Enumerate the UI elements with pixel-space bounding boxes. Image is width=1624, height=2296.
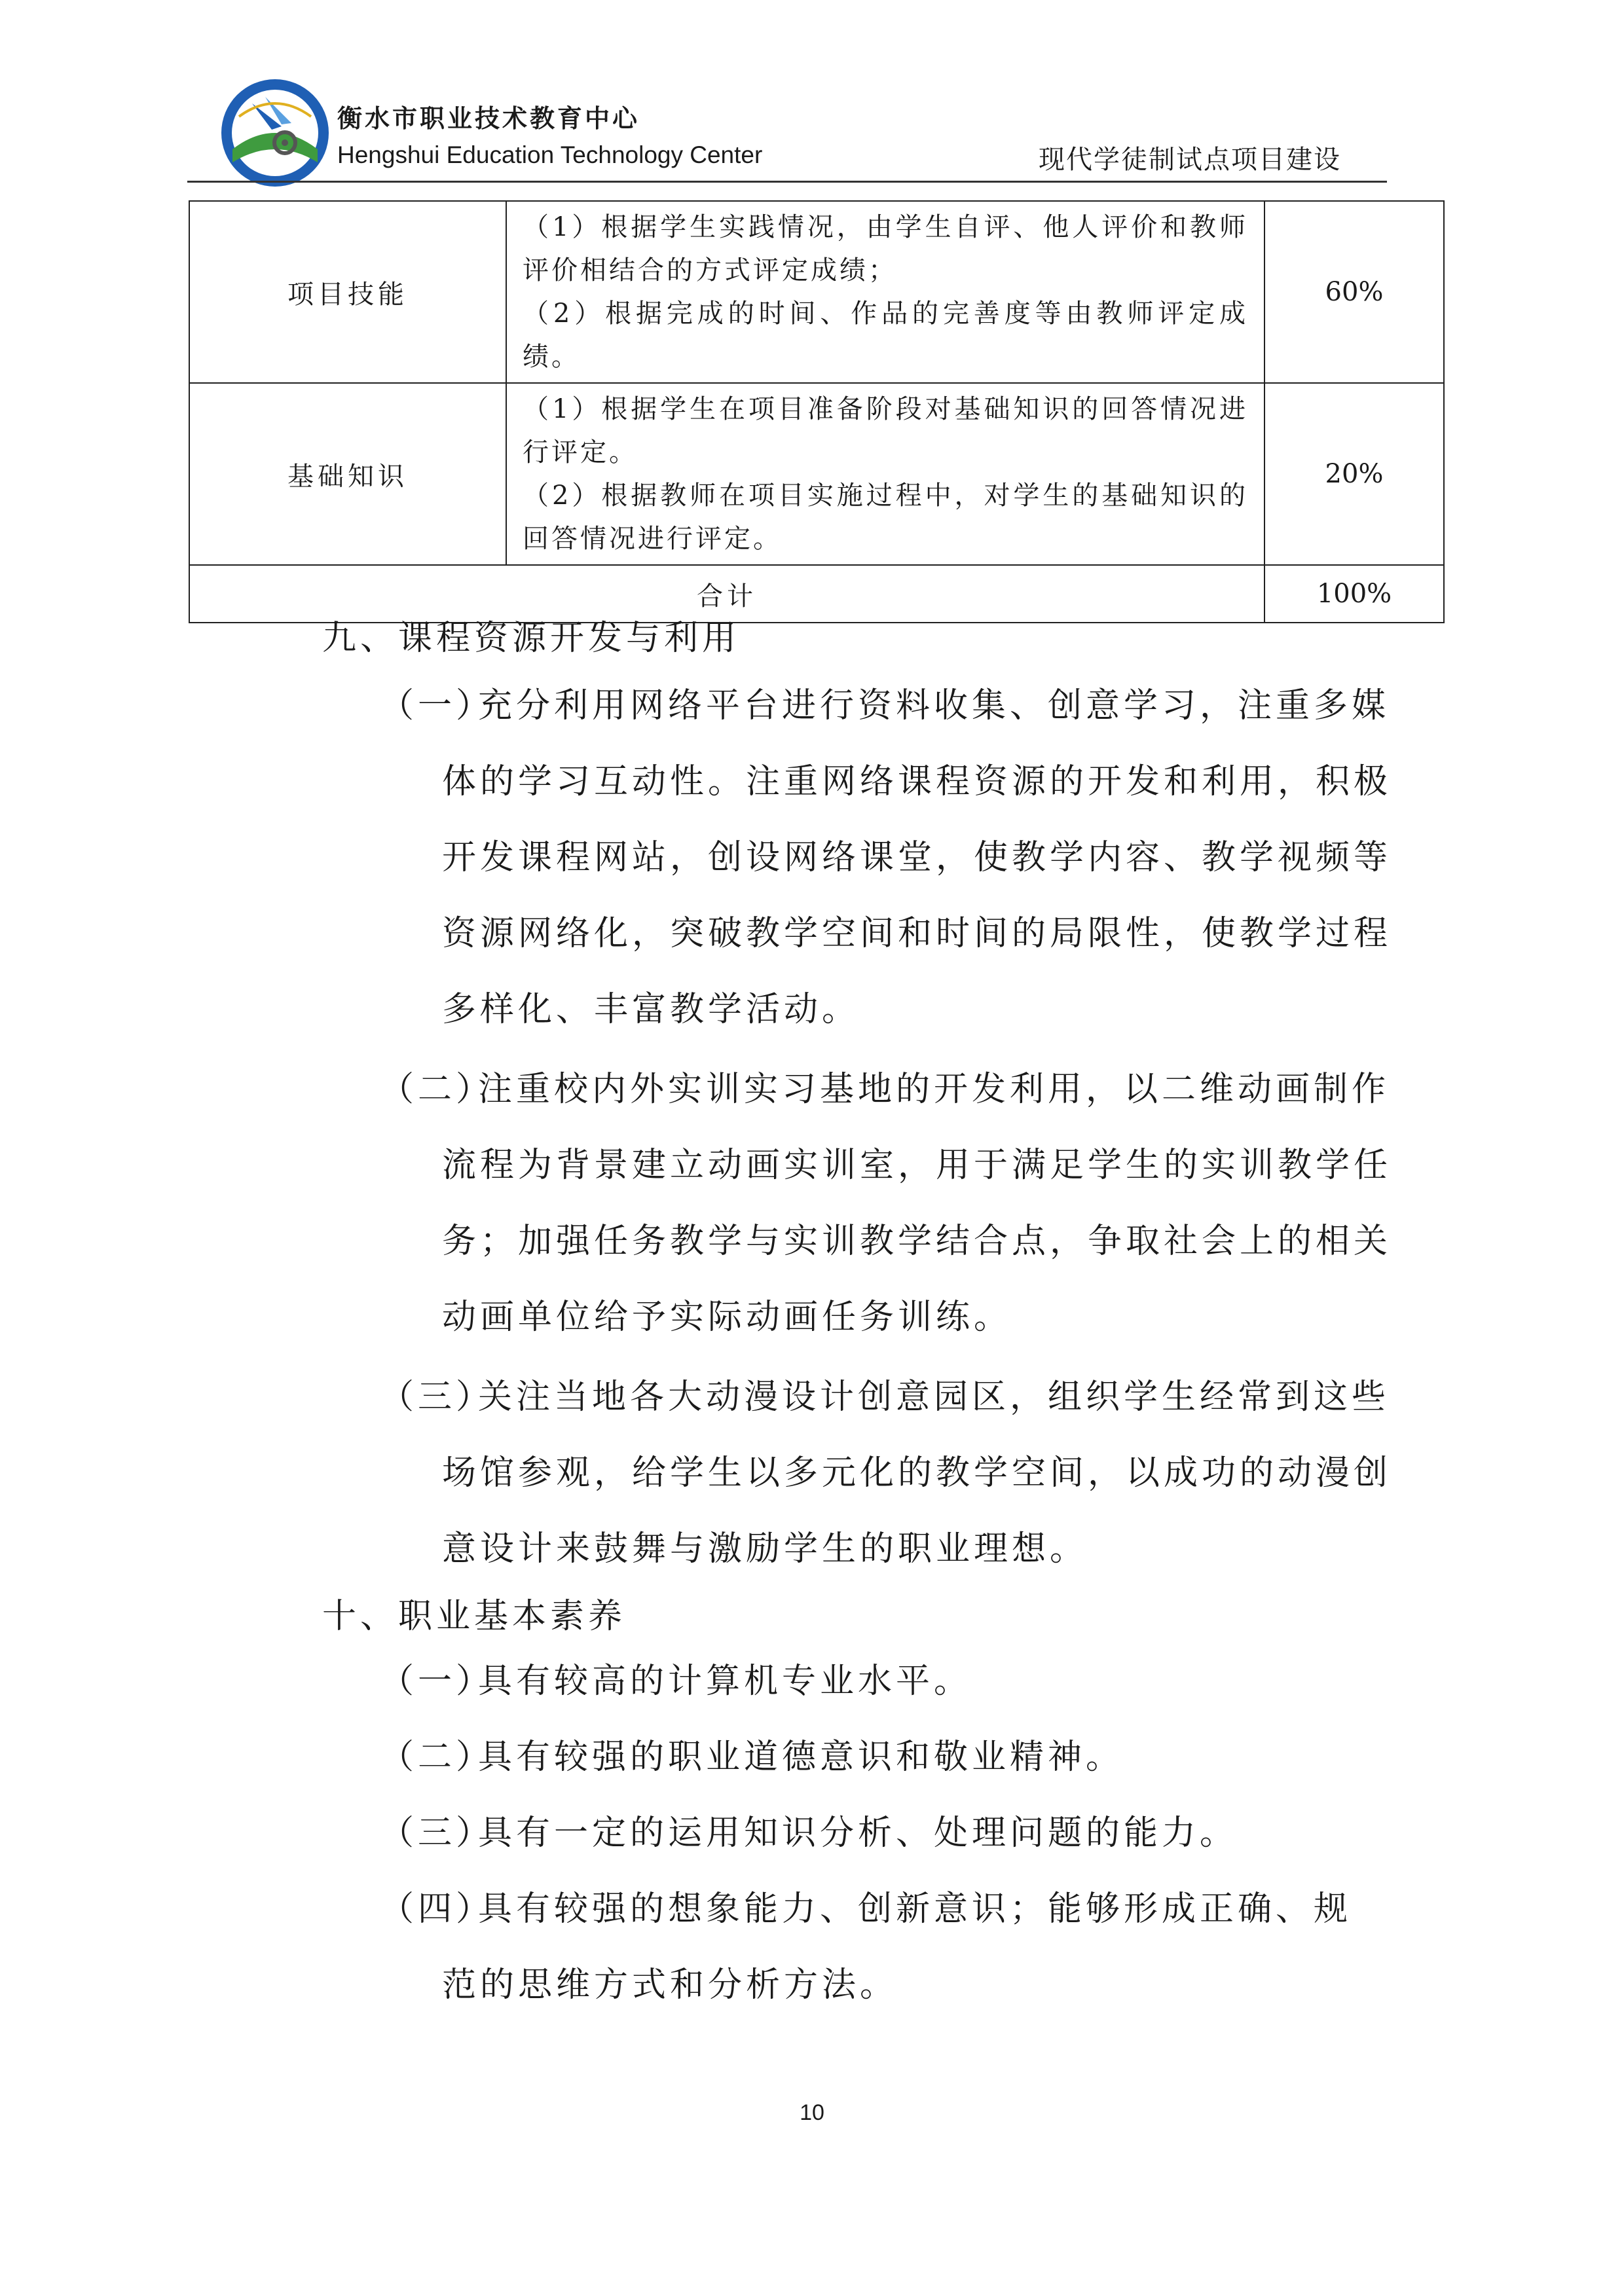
paragraph-line: 意设计来鼓舞与激励学生的职业理想。: [442, 1529, 1088, 1569]
list-item: [380, 1795, 1392, 1871]
list-item: [380, 1643, 1392, 1719]
paragraph-line: 务；加强任务教学与实训教学结合点，争取社会上的相关: [442, 1222, 1392, 1261]
assessment-weight: 60%: [1264, 201, 1444, 383]
assessment-item: 项目技能: [189, 201, 506, 383]
table-row: [189, 201, 1444, 383]
list-item: [380, 1719, 1392, 1795]
paragraph-line: 多样化、丰富教学活动。: [442, 990, 860, 1029]
list-item: [380, 1871, 1392, 2023]
assessment-criteria: [506, 383, 1264, 565]
paragraph-line: 范的思维方式和分析方法。: [442, 1965, 898, 2005]
section-heading: 十、职业基本素养: [322, 1597, 627, 1636]
paragraph-line: 开发课程网站，创设网络课堂，使教学内容、教学视频等: [442, 838, 1392, 877]
paragraph-line: 资源网络化，突破教学空间和时间的局限性，使教学过程: [442, 914, 1392, 953]
criteria-line: （2）根据教师在项目实施过程中，对学生的基础知识的回答情况进行评定。: [523, 481, 1248, 554]
list-item: [380, 1359, 1392, 1587]
evaluation-table: [189, 200, 1445, 623]
document-title: 现代学徒制试点项目建设: [1039, 145, 1341, 175]
total-label: 合计: [189, 565, 1264, 623]
organization-name-cn: 衡水市职业技术教育中心: [337, 104, 640, 133]
paragraph-line: 体的学习互动性。注重网络课程资源的开发和利用，积极: [442, 762, 1392, 801]
criteria-line: （2）根据完成的时间、作品的完善度等由教师评定成绩。: [523, 299, 1248, 372]
paragraph-line: 具有较强的职业道德意识和敬业精神。: [478, 1738, 1124, 1777]
paragraph-line: 具有一定的运用知识分析、处理问题的能力。: [478, 1813, 1238, 1853]
paragraph-line: 动画单位给予实际动画任务训练。: [442, 1298, 1012, 1337]
list-marker: （二）: [380, 1738, 494, 1777]
list-marker: （三）: [380, 1377, 494, 1417]
paragraph-line: 注重校内外实训实习基地的开发利用，以二维动画制作: [478, 1070, 1390, 1109]
criteria-line: （1）根据学生实践情况，由学生自评、他人评价和教师评价相结合的方式评定成绩；: [523, 212, 1248, 285]
list-marker: （二）: [380, 1070, 494, 1109]
organization-name-en: Hengshui Education Technology Center: [337, 141, 763, 168]
section-heading: 九、课程资源开发与利用: [322, 619, 741, 658]
table-row: [189, 383, 1444, 565]
paragraph-line: 流程为背景建立动画实训室，用于满足学生的实训教学任: [442, 1146, 1392, 1185]
list-marker: （四）: [380, 1889, 494, 1929]
assessment-criteria: [506, 201, 1264, 383]
paragraph-line: 场馆参观，给学生以多元化的教学空间，以成功的动漫创: [442, 1453, 1392, 1493]
school-emblem-icon: [219, 77, 331, 189]
page-number: 10: [800, 2100, 824, 2125]
paragraph-line: 具有较高的计算机专业水平。: [478, 1662, 972, 1701]
total-weight: 100%: [1264, 565, 1444, 623]
page-header: [0, 0, 1624, 190]
criteria-line: （1）根据学生在项目准备阶段对基础知识的回答情况进行评定。: [523, 394, 1248, 467]
list-marker: （三）: [380, 1813, 494, 1853]
assessment-item: 基础知识: [189, 383, 506, 565]
assessment-weight: 20%: [1264, 383, 1444, 565]
list-marker: （一）: [380, 1662, 494, 1701]
list-marker: （一）: [380, 686, 494, 725]
paragraph-line: 充分利用网络平台进行资料收集、创意学习，注重多媒: [478, 686, 1390, 725]
header-divider: [187, 181, 1387, 183]
list-item: [380, 1051, 1392, 1355]
list-item: [380, 668, 1392, 1048]
paragraph-line: 具有较强的想象能力、创新意识；能够形成正确、规: [478, 1889, 1352, 1929]
paragraph-line: 关注当地各大动漫设计创意园区，组织学生经常到这些: [478, 1377, 1390, 1417]
